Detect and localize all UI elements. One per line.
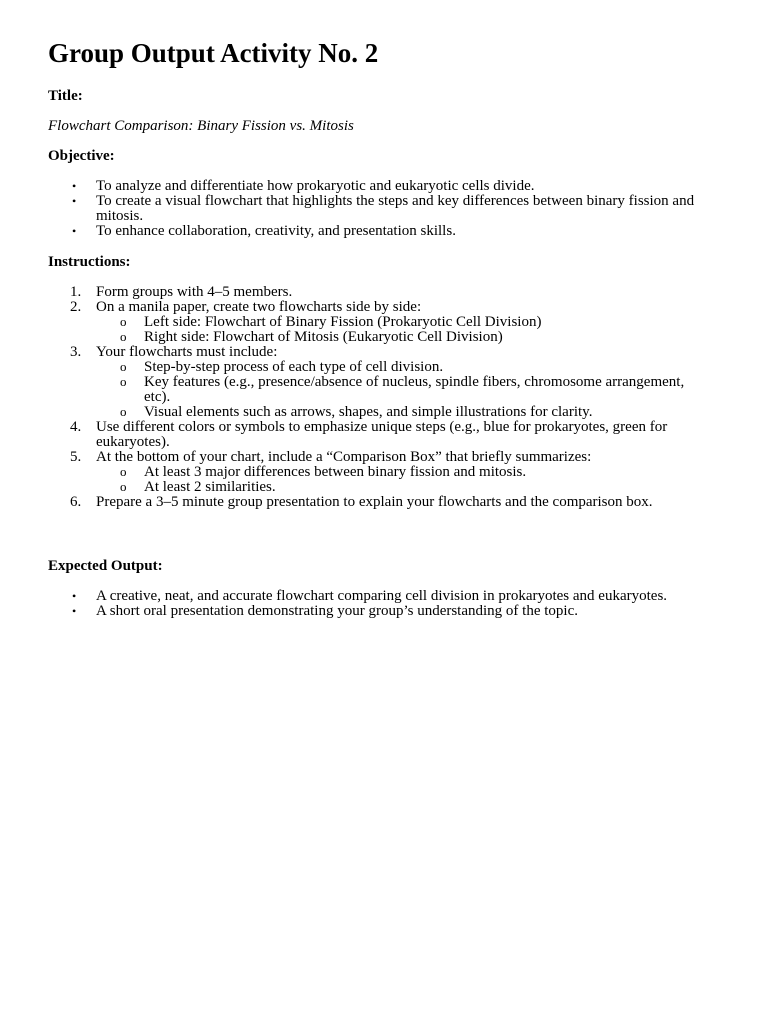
instruction-item — [48, 285, 713, 300]
sub-bullet-icon: o — [120, 329, 127, 344]
bullet-icon: • — [72, 604, 77, 618]
instruction-text: Form groups with 4–5 members. — [96, 284, 293, 300]
document-title: Group Output Activity No. 2 — [48, 38, 379, 68]
sub-bullet-icon: o — [120, 314, 127, 329]
sub-list-item-text: Right side: Flowchart of Mitosis (Eukaryotic Cell Division) — [144, 329, 503, 345]
sub-list-item-text: Step-by-step process of each type of cell division. — [144, 359, 444, 375]
instructions-list — [48, 285, 713, 510]
instruction-text: Prepare a 3–5 minute group presentation to explain your flowcharts and the comparison box. — [96, 494, 653, 510]
sub-list-item-text: Key features (e.g., presence/absence of nucleus, spindle fibers, chromosome arrangement, etc). — [144, 374, 685, 405]
bullet-icon: • — [72, 194, 77, 208]
list-item — [48, 179, 713, 194]
instruction-item — [48, 300, 713, 345]
sub-list-item — [48, 405, 713, 420]
instruction-item — [48, 420, 713, 450]
sub-bullet-icon: o — [120, 479, 127, 494]
instruction-number: 2. — [70, 299, 82, 315]
instruction-text: Your flowcharts must include: — [96, 344, 278, 360]
bullet-icon: • — [72, 224, 77, 238]
bullet-icon: • — [72, 589, 77, 603]
instruction-text: At the bottom of your chart, include a “Comparison Box” that briefly summarizes: — [96, 449, 592, 465]
list-item — [48, 194, 713, 224]
objectives-list — [48, 179, 713, 239]
sub-list-item — [48, 360, 713, 375]
list-item-text: A creative, neat, and accurate flowchart comparing cell division in prokaryotes and eukaryotes. — [96, 588, 668, 604]
sub-list-item — [48, 465, 713, 480]
sub-list-item — [48, 330, 713, 345]
expected-output-list — [48, 589, 713, 619]
list-item-text: A short oral presentation demonstrating your group’s understanding of the topic. — [96, 603, 578, 619]
sub-list-item-text: Left side: Flowchart of Binary Fission (Prokaryotic Cell Division) — [144, 314, 542, 330]
list-item — [48, 604, 713, 619]
instruction-text: On a manila paper, create two flowcharts side by side: — [96, 299, 422, 315]
title-label: Title: — [48, 88, 83, 104]
sub-list-item-text: At least 3 major differences between binary fission and mitosis. — [144, 464, 527, 480]
instruction-item — [48, 345, 713, 420]
instruction-item — [48, 495, 713, 510]
sub-bullet-icon: o — [120, 464, 127, 479]
bullet-icon: • — [72, 179, 77, 193]
instruction-text: Use different colors or symbols to emphasize unique steps (e.g., blue for prokaryotes, green for eukaryotes). — [96, 419, 668, 450]
instruction-item — [48, 450, 713, 495]
document-page — [48, 36, 713, 619]
list-item-text: To enhance collaboration, creativity, and presentation skills. — [96, 223, 456, 239]
instruction-number: 4. — [70, 419, 82, 435]
instruction-number: 5. — [70, 449, 82, 465]
instruction-number: 6. — [70, 494, 82, 510]
sub-list — [96, 465, 713, 495]
sub-list-item-text: Visual elements such as arrows, shapes, and simple illustrations for clarity. — [144, 404, 593, 420]
sub-bullet-icon: o — [120, 404, 127, 419]
sub-list-item — [48, 375, 713, 405]
sub-list-item — [48, 480, 713, 495]
instruction-number: 3. — [70, 344, 82, 360]
sub-list-item — [48, 315, 713, 330]
objective-label: Objective: — [48, 148, 115, 164]
sub-bullet-icon: o — [120, 359, 127, 374]
sub-list-item-text: At least 2 similarities. — [144, 479, 276, 495]
activity-title-text: Flowchart Comparison: Binary Fission vs. Mitosis — [48, 118, 354, 134]
list-item-text: To create a visual flowchart that highlights the steps and key differences between binary fission and mitosis. — [96, 193, 695, 224]
list-item — [48, 224, 713, 239]
list-item-text: To analyze and differentiate how prokaryotic and eukaryotic cells divide. — [96, 178, 535, 194]
sub-list — [96, 315, 713, 345]
sub-bullet-icon: o — [120, 374, 127, 389]
sub-list — [96, 360, 713, 420]
instructions-label: Instructions: — [48, 254, 131, 270]
instruction-number: 1. — [70, 284, 82, 300]
expected-output-label: Expected Output: — [48, 558, 163, 574]
list-item — [48, 589, 713, 604]
